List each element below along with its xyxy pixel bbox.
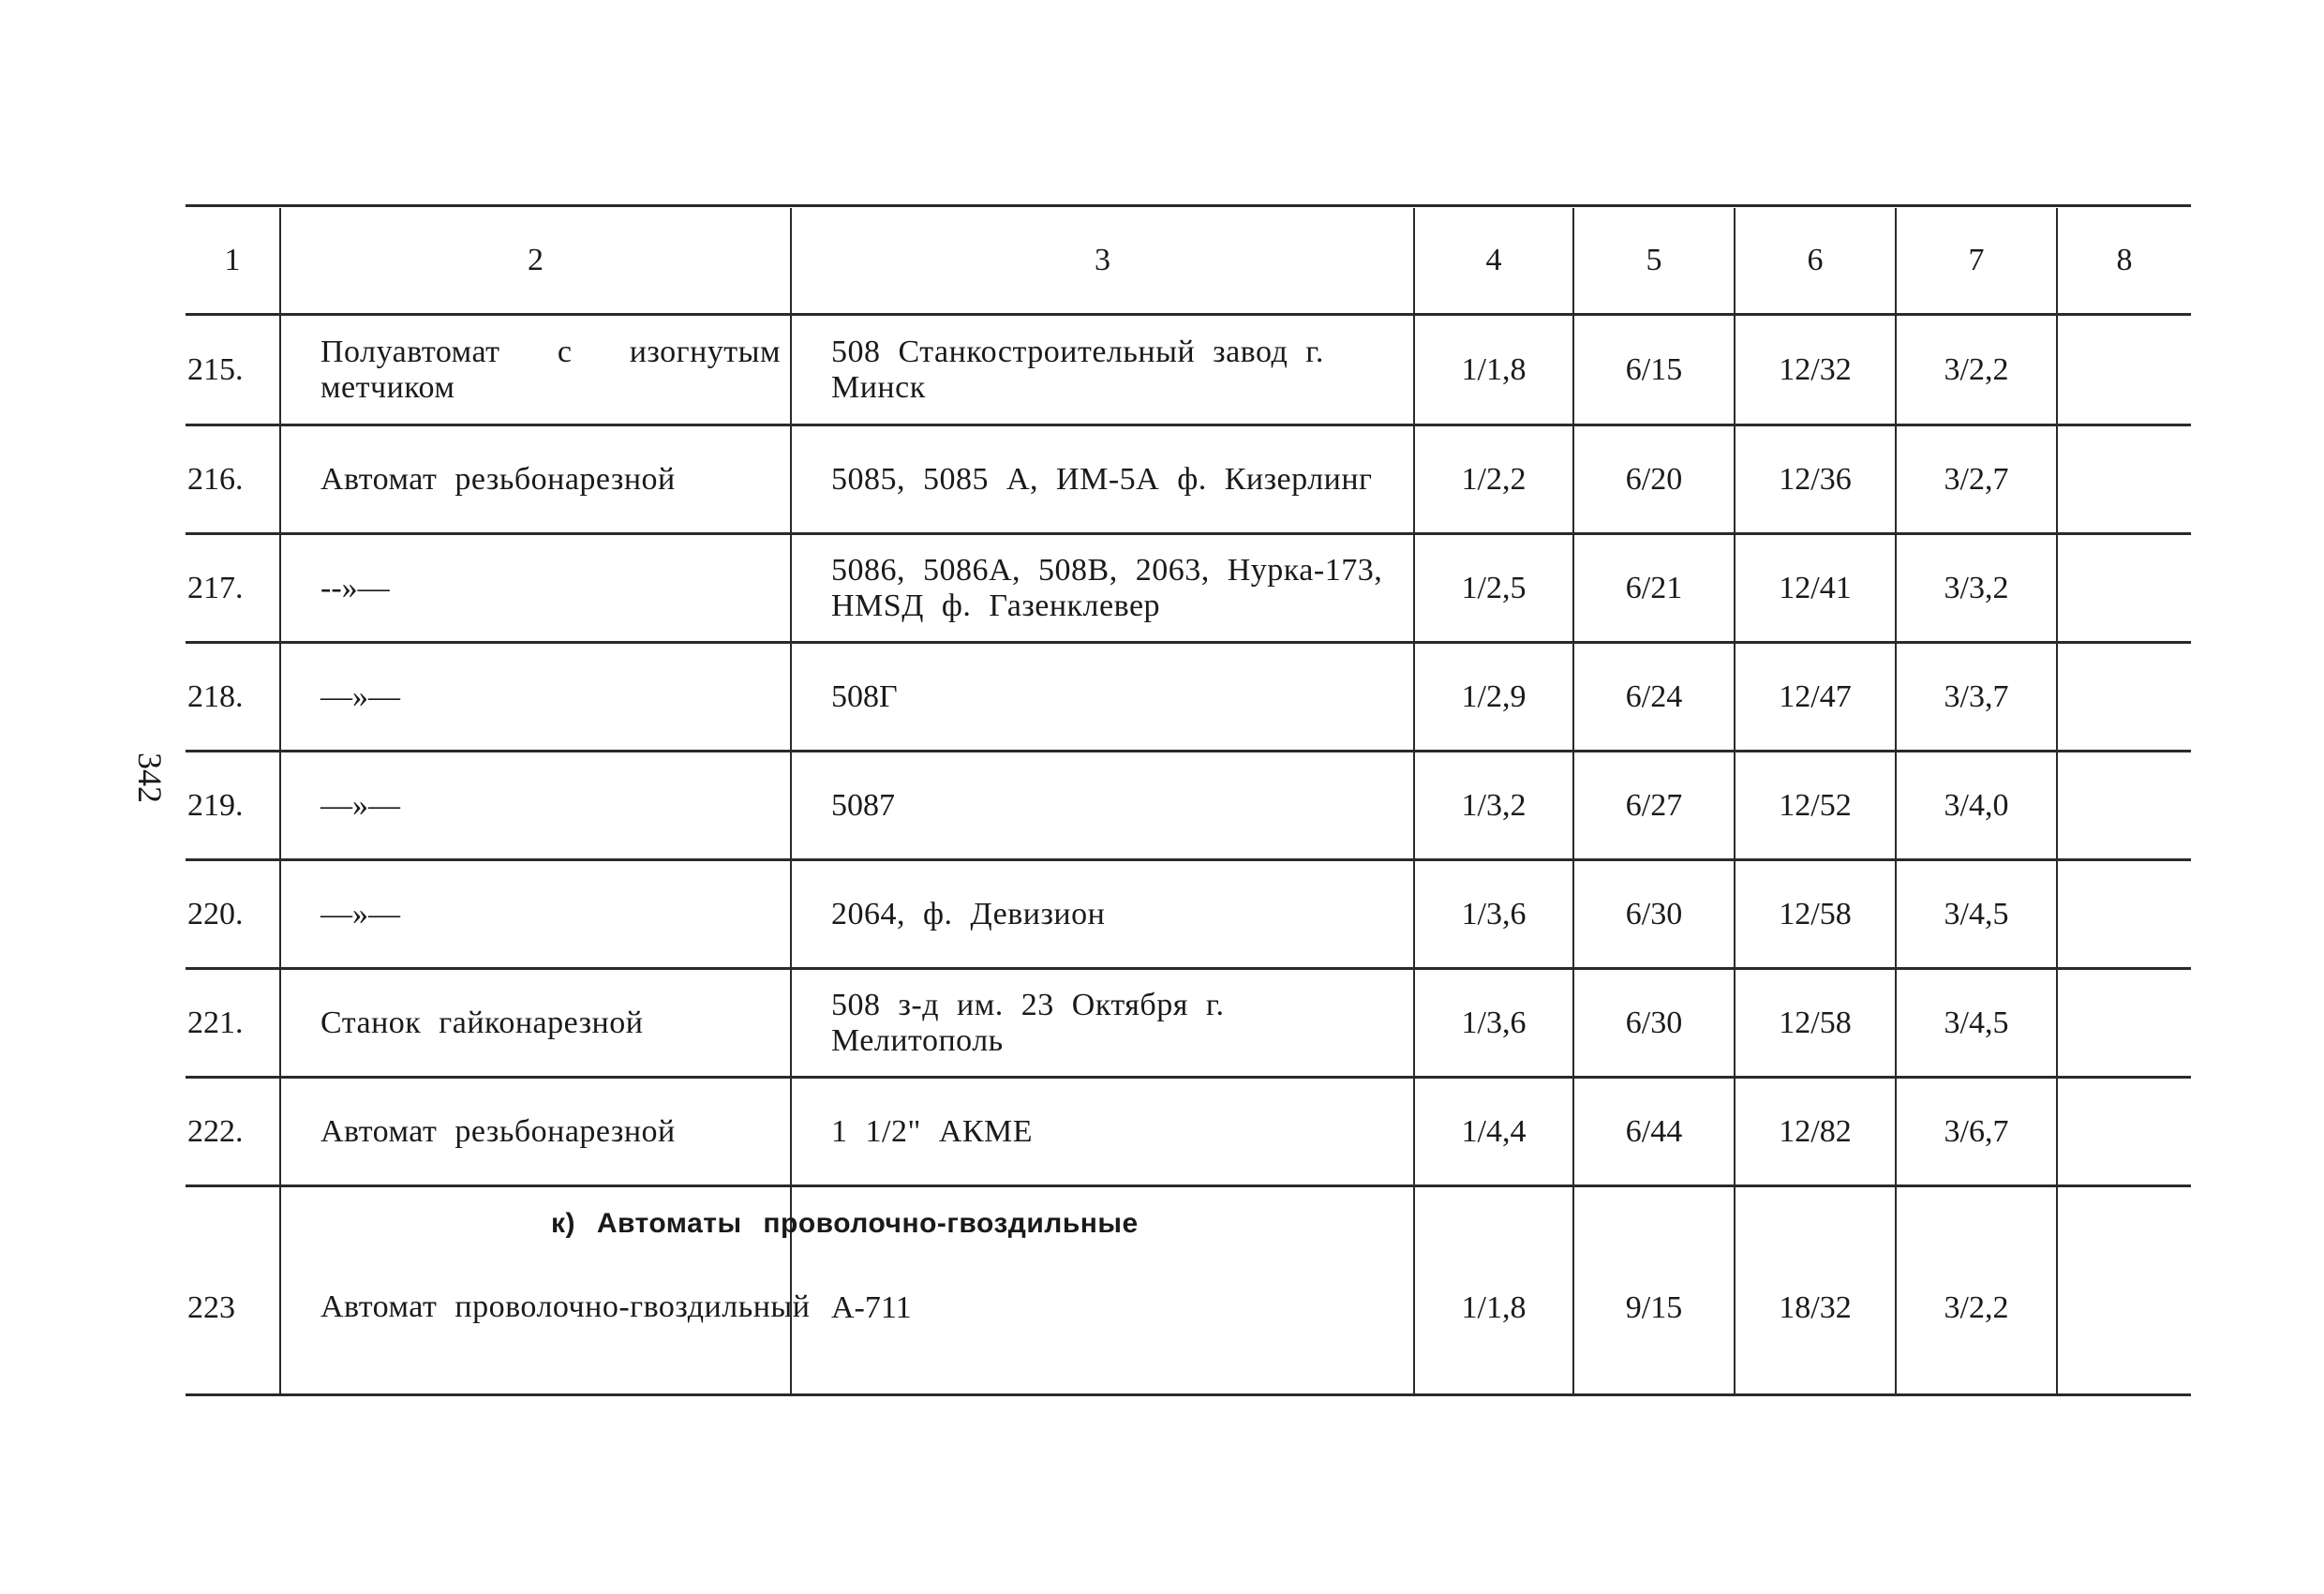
row-col-7: 3/4,0 (1895, 752, 2056, 858)
row-col-4: 1/2,5 (1413, 535, 1572, 641)
table-top-rule (186, 204, 2191, 207)
row-col-7: 3/3,2 (1895, 535, 2056, 641)
table-row (186, 316, 2191, 426)
row-col-8 (2056, 861, 2191, 967)
row-name-text: Автомат проволочно-гвоздильный (320, 1289, 811, 1324)
row-model-text: 508Г (831, 678, 898, 714)
row-col-7: 3/6,7 (1895, 1079, 2056, 1184)
row-number: 218. (187, 678, 244, 714)
row-model (790, 644, 1413, 750)
row-col-6: 12/52 (1734, 752, 1895, 858)
table-row (186, 535, 2191, 644)
row-model-text: 5087 (831, 787, 895, 823)
header-col-4: 4 (1413, 208, 1572, 313)
row-col-5: 6/21 (1572, 535, 1734, 641)
row-number: 216. (187, 461, 244, 497)
row-col-8 (2056, 752, 2191, 858)
header-col-2: 2 (279, 208, 790, 313)
row-name-text: Станок гайконарезной (320, 1005, 644, 1040)
row-number: 223 (187, 1290, 235, 1325)
row-col-6: 12/58 (1734, 970, 1895, 1076)
row-model-text: 5085, 5085 А, ИМ-5А ф. Кизерлинг (831, 461, 1373, 497)
row-col-5: 6/30 (1572, 861, 1734, 967)
row-name-text: —»— (320, 678, 400, 714)
table-row (186, 1079, 2191, 1187)
row-name-text: Автомат резьбонарезной (320, 1113, 676, 1149)
row-col-5: 6/15 (1572, 316, 1734, 424)
table-row (186, 644, 2191, 752)
row-col-7: 3/2,2 (1895, 1187, 2056, 1393)
row-col-4: 1/2,9 (1413, 644, 1572, 750)
row-col-6: 12/58 (1734, 861, 1895, 967)
row-col-6: 12/32 (1734, 316, 1895, 424)
row-col-8 (2056, 316, 2191, 424)
row-col-4: 1/3,6 (1413, 970, 1572, 1076)
row-model (790, 752, 1413, 858)
row-col-5: 6/24 (1572, 644, 1734, 750)
row-col-4: 1/2,2 (1413, 426, 1572, 532)
row-number: 221. (187, 1005, 244, 1040)
header-col-7: 7 (1895, 208, 2056, 313)
table-row (186, 426, 2191, 535)
row-model-text: 508 з-д им. 23 Октября г. Мелитополь (831, 987, 1225, 1058)
row-col-8 (2056, 644, 2191, 750)
row-col-6: 12/36 (1734, 426, 1895, 532)
row-name (279, 316, 790, 424)
row-col-4: 1/3,6 (1413, 861, 1572, 967)
section-title: к) Автоматы проволочно-гвоздильные (551, 1208, 1139, 1239)
header-col-5: 5 (1572, 208, 1734, 313)
header-col-8: 8 (2056, 208, 2191, 313)
row-name (279, 970, 790, 1076)
row-model-text: 5086, 5086А, 508В, 2063, Нурка-173, НМSД ф. Газенклевер (831, 552, 1383, 623)
row-name-text: Полуавтомат с изогнутым метчиком (320, 334, 781, 405)
row-name-text: —»— (320, 896, 400, 931)
row-col-7: 3/3,7 (1895, 644, 2056, 750)
row-model-text: 508 Станкостроительный завод г. Минск (831, 334, 1324, 405)
row-number: 222. (187, 1113, 244, 1149)
row-col-5: 6/27 (1572, 752, 1734, 858)
row-col-8 (2056, 1187, 2191, 1393)
row-model (790, 1079, 1413, 1184)
row-name-text: —»— (320, 787, 400, 823)
row-col-8 (2056, 1079, 2191, 1184)
row-name (279, 861, 790, 967)
header-col-3: 3 (790, 208, 1413, 313)
row-col-6: 12/47 (1734, 644, 1895, 750)
row-col-7: 3/2,2 (1895, 316, 2056, 424)
row-model (790, 426, 1413, 532)
row-model-text: А-711 (831, 1290, 912, 1325)
row-col-6: 18/32 (1734, 1187, 1895, 1393)
row-col-6: 12/41 (1734, 535, 1895, 641)
row-model-text: 2064, ф. Девизион (831, 896, 1106, 931)
row-col-5: 6/30 (1572, 970, 1734, 1076)
row-col-7: 3/4,5 (1895, 970, 2056, 1076)
row-col-8 (2056, 426, 2191, 532)
row-col-4: 1/1,8 (1413, 1187, 1572, 1393)
header-col-1: 1 (224, 243, 241, 277)
table-row (186, 861, 2191, 970)
row-name (279, 644, 790, 750)
row-name (279, 535, 790, 641)
row-model (790, 316, 1413, 424)
row-col-4: 1/3,2 (1413, 752, 1572, 858)
page-number: 342 (131, 752, 169, 803)
header-col-6: 6 (1734, 208, 1895, 313)
row-col-5: 6/20 (1572, 426, 1734, 532)
row-col-8 (2056, 970, 2191, 1076)
row-col-7: 3/4,5 (1895, 861, 2056, 967)
row-number: 215. (187, 351, 244, 387)
row-name-text: Автомат резьбонарезной (320, 461, 676, 497)
row-name (279, 752, 790, 858)
row-name (279, 1079, 790, 1184)
row-name (279, 426, 790, 532)
row-number: 217. (187, 570, 244, 605)
row-col-7: 3/2,7 (1895, 426, 2056, 532)
row-number: 219. (187, 787, 244, 823)
table-row (186, 1187, 2191, 1396)
table-row (186, 752, 2191, 861)
row-number: 220. (187, 896, 244, 931)
table-row (186, 970, 2191, 1079)
row-model (790, 970, 1413, 1076)
row-name-text: --»— (320, 570, 390, 605)
row-col-5: 6/44 (1572, 1079, 1734, 1184)
row-col-4: 1/1,8 (1413, 316, 1572, 424)
row-model (790, 861, 1413, 967)
table-header-row (186, 208, 2191, 316)
row-col-8 (2056, 535, 2191, 641)
row-col-5: 9/15 (1572, 1187, 1734, 1393)
row-model-text: 1 1/2" АКМЕ (831, 1113, 1034, 1149)
row-col-4: 1/4,4 (1413, 1079, 1572, 1184)
row-col-6: 12/82 (1734, 1079, 1895, 1184)
row-model (790, 535, 1413, 641)
